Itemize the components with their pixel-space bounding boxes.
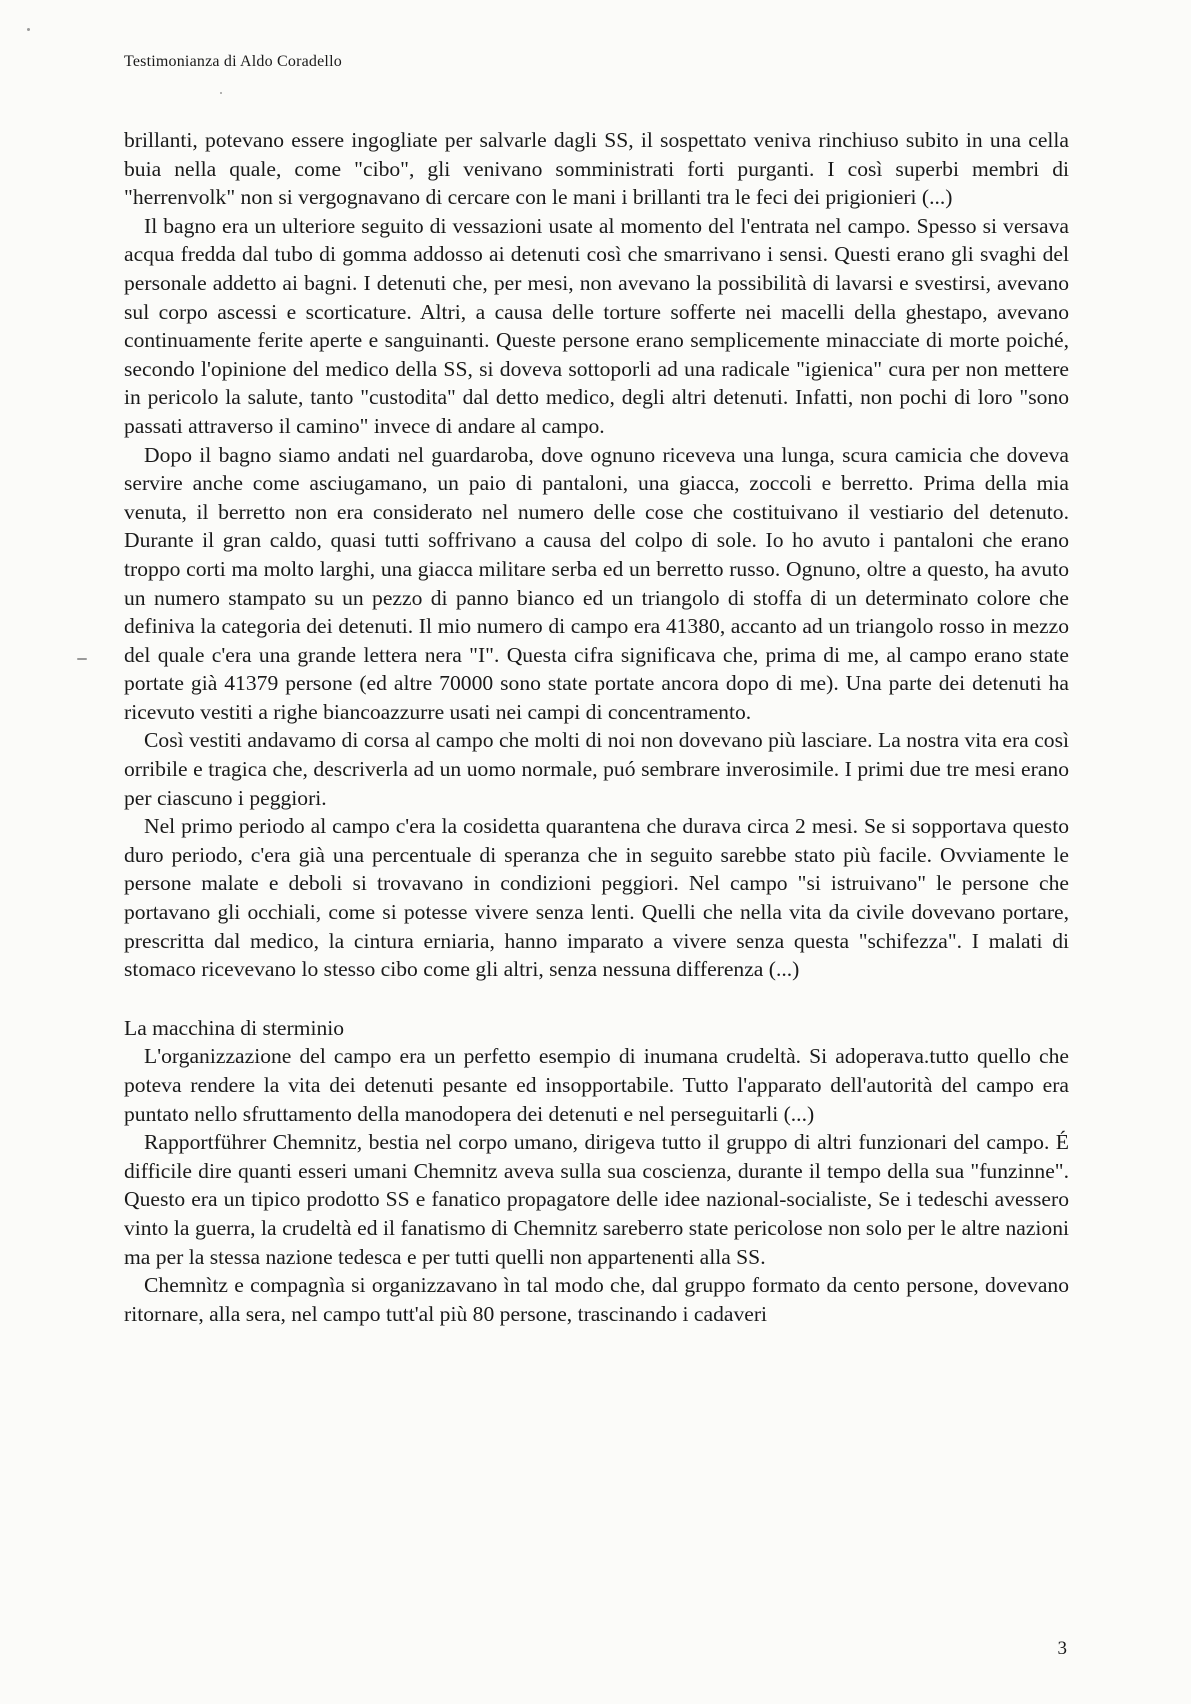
page-number: 3 <box>1057 1638 1067 1659</box>
paragraph: brillanti, potevano essere ingogliate per salvarle dagli SS, il sospettato veniva rinchiuso subito in una cella buia nella quale, come "cibo", gli venivano somministrati forti purganti. I così superbi membri di "herrenvolk" non si vergognavano di cercare con le mani i brillanti tra le feci dei prigionieri (...) <box>124 128 1069 210</box>
paragraph: Il bagno era un ulteriore seguito di vessazioni usate al momento del l'entrata nel campo. Spesso si versava acqua fredda dal tubo di gomma addosso ai detenuti così che smarrivano i sensi. Questi erano gli svaghi del personale addetto ai bagni. I detenuti che, per mesi, non avevano la possibilità di lavarsi e svestirsi, avevano sul corpo ascessi e scorticature. Altri, a causa delle torture sofferte nei macelli della ghestapo, avevano continuamente ferite aperte e sanguinanti. Queste persone erano semplicemente minacciate di morte poiché, secondo l'opinione del medico della SS, si doveva sottoporli ad una radicale "igienica" cura per non mettere in pericolo la salute, tanto "custodita" dal detto medico, degli altri detenuti. Infatti, non pochi di loro "sono passati attraverso il camino" invece di andare al campo. <box>124 213 1069 438</box>
scan-speck <box>77 658 87 660</box>
scan-speck <box>220 92 222 94</box>
paragraph: Così vestiti andavamo di corsa al campo che molti di noi non dovevano più lasciare. La nostra vita era così orribile e tragica che, descriverla ad un uomo normale, puó sembrare inverosimile. I primi due tre mesi erano per ciascuno i peggiori. <box>124 728 1069 810</box>
paragraph: Chemnìtz e compagnìa si organizzavano ìn tal modo che, dal gruppo formato da cento persone, dovevano ritornare, alla sera, nel campo tutt'al più 80 persone, trascinando i cadaveri <box>124 1273 1069 1326</box>
paragraph: Dopo il bagno siamo andati nel guardaroba, dove ognuno riceveva una lunga, scura camicia che doveva servire anche come asciugamano, un paio di pantaloni, una giacca, zoccoli e berretto. Prima della mia venuta, il berretto non era considerato nel numero delle cose che costituivano il vestiario del detenuto. Durante il gran caldo, quasi tutti soffrivano a causa del colpo di sole. Io ho avuto i pantaloni che erano troppo corti ma molto larghi, una giacca militare serba ed un berretto russo. Ognuno, oltre a questo, ha avuto un numero stampato su un pezzo di panno bianco ed un triangolo di stoffa di un determinato colore che definiva la categoria dei detenuti. Il mio numero di campo era 41380, accanto ad un triangolo rosso in mezzo del quale c'era una grande lettera nera "I". Questa cifra significava che, prima di me, al campo erano state portate già 41379 persone (ed altre 70000 sono state portate ancora dopo di me). Una parte dei detenuti ha ricevuto vestiti a righe biancoazzurre usati nei campi di concentramento. <box>124 442 1069 724</box>
page-body <box>124 126 1069 1328</box>
paragraph: L'organizzazione del campo era un perfetto esempio di inumana crudeltà. Si adoperava.tutto quello che poteva rendere la vita dei detenuti pesante ed insopportabile. Tutto l'apparato dell'autorità del campo era puntato nello sfruttamento della manodopera dei detenuti e nel perseguitarli (...) <box>124 1044 1069 1126</box>
section-heading: La macchina di sterminio <box>124 1015 345 1040</box>
paragraph: Rapportführer Chemnitz, bestia nel corpo umano, dirigeva tutto il gruppo di altri funzionari del campo. É difficile dire quanti esseri umani Chemnitz aveva sulla sua coscienza, durante il tempo della sua "funzinne". Questo era un tipico prodotto SS e fanatico propagatore delle idee nazional-socialiste, Se i tedeschi avessero vinto la guerra, la crudeltà ed il fanatismo di Chemnitz sareberro state pericolose non solo per le altre nazioni ma per la stessa nazione tedesca e per tutti quelli non appartenenti alla SS. <box>124 1130 1069 1269</box>
scan-speck <box>27 28 30 31</box>
paragraph: Nel primo periodo al campo c'era la cosidetta quarantena che durava circa 2 mesi. Se si sopportava questo duro periodo, c'era già una percentuale di speranza che in seguito sarebbe stato più facile. Ovviamente le persone malate e deboli si trovavano in condizioni peggiori. Nel campo "si istruivano" le persone che portavano gli occhiali, come si potesse vivere senza lenti. Quelli che nella vita da civile dovevano portare, prescritta dal medico, la cintura erniaria, hanno imparato a vivere senza questa "schifezza". I malati di stomaco ricevevano lo stesso cibo come gli altri, senza nessuna differenza (...) <box>124 814 1069 982</box>
running-header: Testimonianza di Aldo Coradello <box>124 53 342 70</box>
